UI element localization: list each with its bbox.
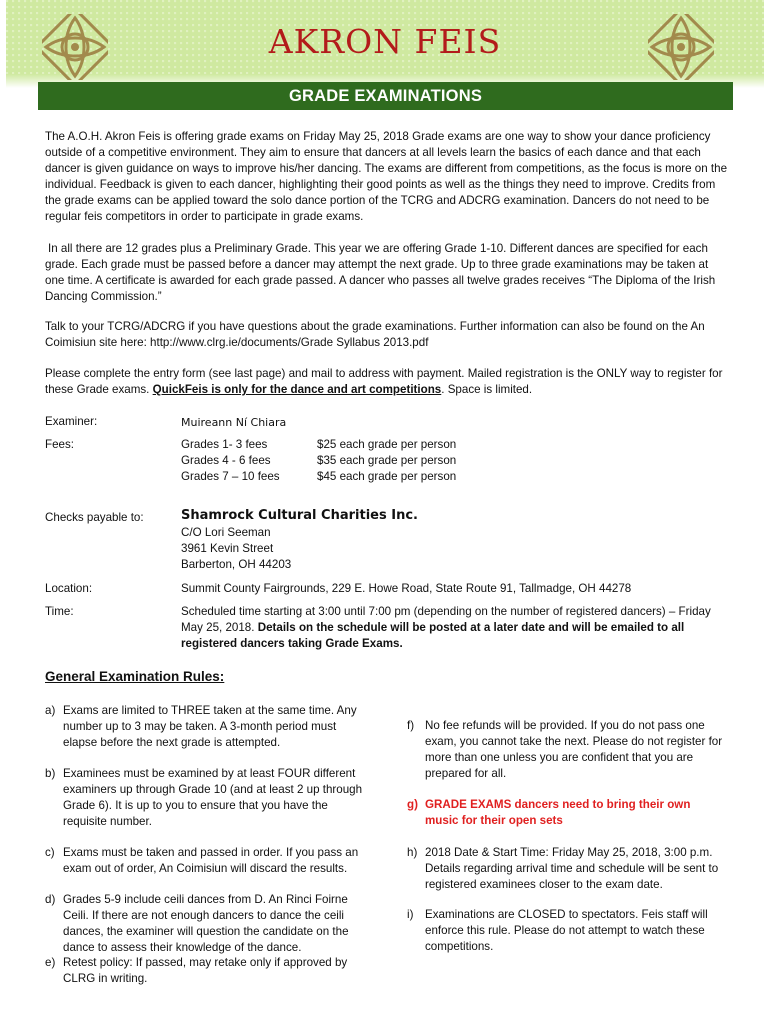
rule-item — [45, 703, 365, 751]
rule-item — [45, 845, 365, 877]
page-title: AKRON FEIS — [268, 22, 502, 61]
rule-marker: f) — [407, 719, 415, 732]
intro-paragraph-2: In all there are 12 grades plus a Preliminary Grade. This year we are offering Grade 1-10. Different dances are specified for each grade. Each grade must be passed before a dancer may attempt the next grade. Up to three grade examinations may be taken at one time. A certificate is awarded for each grade passed. A dancer who passes all twelve grades receives “The Diploma of the Irish Dancing Commission.” — [45, 242, 716, 303]
registration-text: Please complete the entry form (see last page) and mail to address with payment. Mailed registration is the ONLY way to register for these Grade exams. — [45, 367, 723, 396]
rule-text: Exams must be taken and passed in order. If you pass an exam out of order, An Coimisiun will discard the results. — [63, 846, 359, 875]
examiner-label: Examiner: — [45, 415, 98, 428]
location-value: Summit County Fairgrounds, 229 E. Howe Road, State Route 91, Tallmadge, OH 44278 — [181, 582, 632, 595]
time-value — [181, 604, 729, 652]
rule-item — [45, 955, 365, 987]
quickfeis-note: QuickFeis is only for the dance and art competitions — [152, 383, 442, 396]
payee-name: Shamrock Cultural Charities Inc. — [181, 508, 418, 523]
fee-grades: Grades 1- 3 fees — [181, 438, 268, 451]
intro-paragraph-4 — [45, 366, 728, 398]
section-banner: GRADE EXAMINATIONS — [38, 82, 733, 110]
intro-paragraph-1: The A.O.H. Akron Feis is offering grade exams on Friday May 25, 2018 Grade exams are one way to show your dance proficiency outside of a competitive environment. They aim to ensure that dancers at all levels learn the basics of each dance and that each dancer is given guidance on ways to improve his/her dancing. The exams are different from competitions, as the focus is more on the individual. Feedback is given to each dancer, highlighting their good points as well as the things they need to improve. Credits from the grade exams can be applied toward the solo dance portion of the TCRG and ADCRG examination. Dancers do not need to be regular feis competitors in order to participate in grade exams. — [45, 130, 728, 223]
intro-paragraph-3: Talk to your TCRG/ADCRG if you have questions about the grade examinations. Further information can also be found on the An Coimisiun site here: http://www.clrg.ie/documents/Grade Syllabus 2013.pdf — [45, 320, 705, 349]
rule-marker: h) — [407, 846, 418, 859]
fee-price: $45 each grade per person — [317, 470, 457, 483]
address-line: 3961 Kevin Street — [181, 542, 274, 555]
fees-label: Fees: — [45, 438, 74, 451]
fee-price: $25 each grade per person — [317, 438, 457, 451]
rule-text: Examinees must be examined by at least FOUR different examiners up through Grade 10 (and at least 2 up through Grade 6). It is up to you to ensure that you have the requisite number. — [63, 767, 363, 828]
rule-text: 2018 Date & Start Time: Friday May 25, 2018, 3:00 p.m. Details regarding arrival time and schedule will be sent to registered examinees closer to the exam date. — [425, 846, 719, 891]
address-line: C/O Lori Seeman — [181, 526, 271, 539]
time-label: Time: — [45, 605, 74, 618]
rule-marker: g) — [407, 798, 418, 811]
fee-grades: Grades 4 - 6 fees — [181, 454, 271, 467]
rule-marker: i) — [407, 908, 414, 921]
rule-item — [45, 766, 365, 830]
examiner-name: Muireann Ní Chiara — [181, 416, 287, 429]
rule-text: GRADE EXAMS dancers need to bring their own music for their open sets — [425, 798, 691, 827]
rule-text: Grades 5-9 include ceili dances from D. An Rinci Foirne Ceili. If there are not enough dancers to dance the ceili dances, the examiner will question the candidate on the dance to assess their knowledge of the dance. — [63, 893, 349, 954]
rule-marker: b) — [45, 767, 56, 780]
fee-grades: Grades 7 – 10 fees — [181, 470, 280, 483]
registration-text-end: . Space is limited. — [441, 383, 533, 396]
rule-text: Retest policy: If passed, may retake only if approved by CLRG in writing. — [63, 956, 348, 985]
rule-text: No fee refunds will be provided. If you do not pass one exam, you cannot take the next. Please do not register for more than one unless you are confident that you are prepared for all. — [425, 719, 723, 780]
rule-item-highlight — [407, 797, 725, 829]
rule-item — [407, 907, 725, 955]
rule-marker: e) — [45, 956, 56, 969]
rule-text: Examinations are CLOSED to spectators. Feis staff will enforce this rule. Please do not attempt to watch these competitions. — [425, 908, 708, 953]
checks-label: Checks payable to: — [45, 511, 144, 524]
rules-title: General Examination Rules: — [45, 669, 225, 684]
location-label: Location: — [45, 582, 93, 595]
rule-marker: a) — [45, 704, 56, 717]
time-schedule-note: Details on the schedule will be posted at a later date and will be emailed to all registered dancers taking Grade Exams. — [181, 621, 685, 650]
rule-marker: d) — [45, 893, 56, 906]
fee-price: $35 each grade per person — [317, 454, 457, 467]
time-text: Scheduled time starting at 3:00 until 7:00 pm (depending on the number of registered dancers) – Friday May 25, 2018. — [181, 605, 711, 634]
address-line: Barberton, OH 44203 — [181, 558, 292, 571]
rule-text: Exams are limited to THREE taken at the same time. Any number up to 3 may be taken. A 3-month period must elapse before the next grade is attempted. — [63, 704, 357, 749]
rule-marker: c) — [45, 846, 55, 859]
rule-item — [45, 892, 365, 956]
rule-item — [407, 718, 725, 782]
rule-item — [407, 845, 725, 893]
